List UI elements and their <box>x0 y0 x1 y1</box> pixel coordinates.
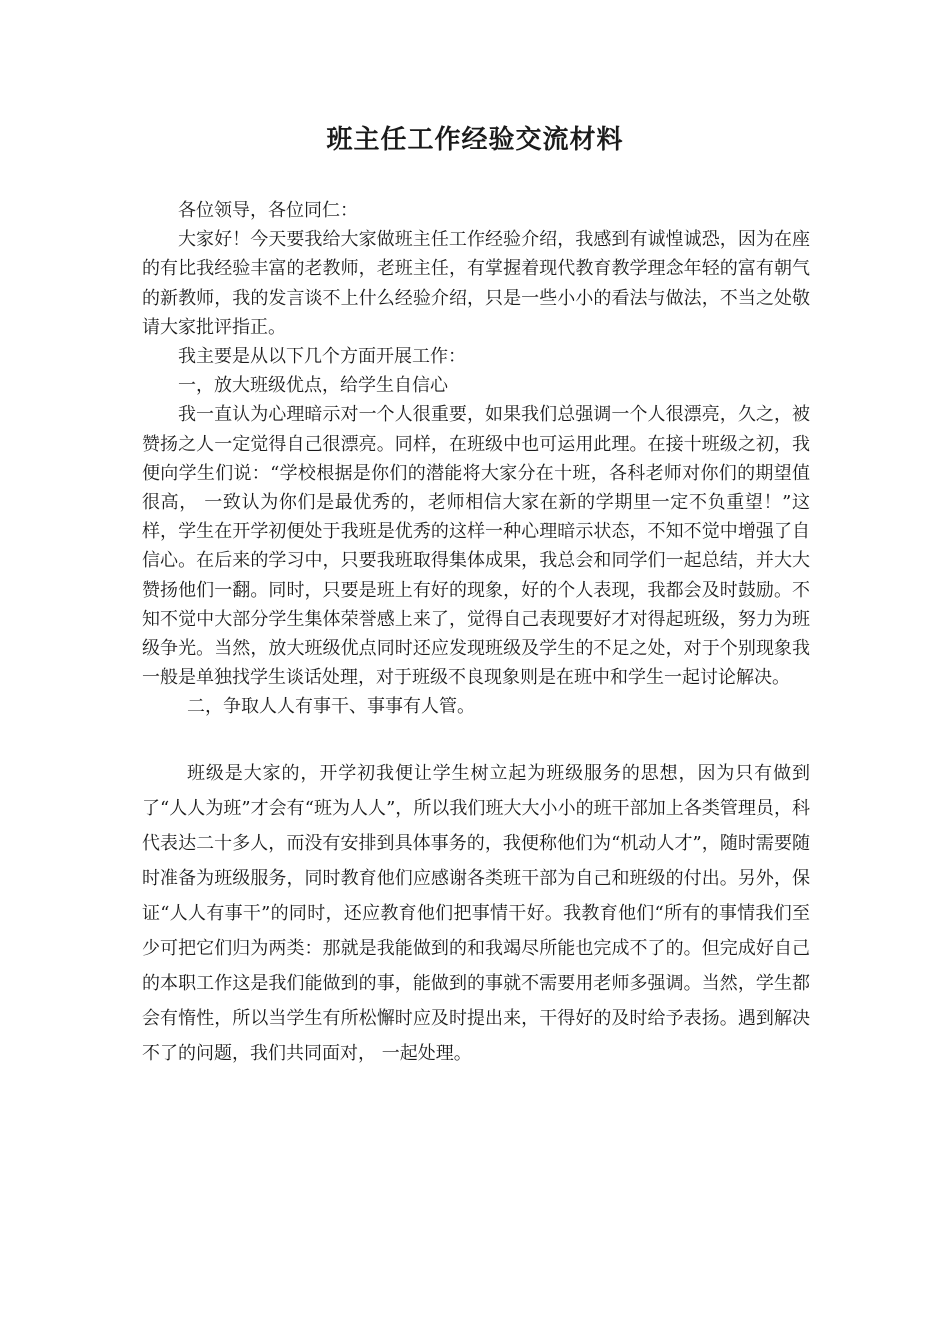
document-title: 班主任工作经验交流材料 <box>326 125 624 155</box>
section2-heading: 二，争取人人有事干、事事有人管。 <box>187 696 475 718</box>
document-body-part2 <box>142 756 810 1071</box>
greeting: 各位领导，各位同仁： <box>178 200 358 221</box>
section1-paragraph: 我一直认为心理暗示对一个人很重要，如果我们总强调一个人很漂亮，久之，被赞扬之人一定觉得自己很漂亮。同样，在班级中也可运用此理。在接十班级之初，我便向学生们说：“学校根据是你们的潜能将大家分在十班，各科老师对你们的期望值很高， 一致认为你们是最优秀的，老师相信大家在新的学期里一定不负重望！”这样，学生在开学初便处于我班是优秀的这样一种心理暗示状态，不知不觉中增强了自信心。在后来的学习中，只要我班取得集体成果，我总会和同学们一起总结，并大大赞扬他们一翻。同时，只要是班上有好的现象，好的个人表现，我都会及时鼓励。不知不觉中大部分学生集体荣誉感上来了，觉得自己表现要好才对得起班级，努力为班级争光。当然，放大班级优点同时还应发现班级及学生的不足之处，对于个别现象我一般是单独找学生谈话处理，对于班级不良现象则是在班中和学生一起讨论解决。 <box>142 404 810 689</box>
section1-heading: 一，放大班级优点，给学生自信心 <box>178 375 448 397</box>
intro-paragraph: 大家好！今天要我给大家做班主任工作经验介绍，我感到有诚惶诚恐，因为在座的有比我经验丰富的老教师，老班主任，有掌握着现代教育教学理念年轻的富有朝气的新教师，我的发言谈不上什么经验介绍，只是一些小小的看法与做法，不当之处敬请大家批评指正。 <box>142 229 810 338</box>
section2-paragraph: 班级是大家的，开学初我便让学生树立起为班级服务的思想，因为只有做到了“人人为班”才会有“班为人人”，所以我们班大大小小的班干部加上各类管理员，科代表达二十多人，而没有安排到具体事务的，我便称他们为“机动人才”，随时需要随时准备为班级服务，同时教育他们应感谢各类班干部为自己和班级的付出。另外，保证“人人有事干”的同时，还应教育他们把事情干好。我教育他们“所有的事情我们至少可把它们归为两类：那就是我能做到的和我竭尽所能也完成不了的。但完成好自己的本职工作这是我们能做到的事，能做到的事就不需要用老师多强调。当然，学生都会有惰性，所以当学生有所松懈时应及时提出来，干得好的及时给予表扬。遇到解决不了的问题，我们共同面对， 一起处理。 <box>142 763 810 1064</box>
document-body-part1 <box>142 196 810 722</box>
overview-paragraph: 我主要是从以下几个方面开展工作： <box>178 346 466 368</box>
